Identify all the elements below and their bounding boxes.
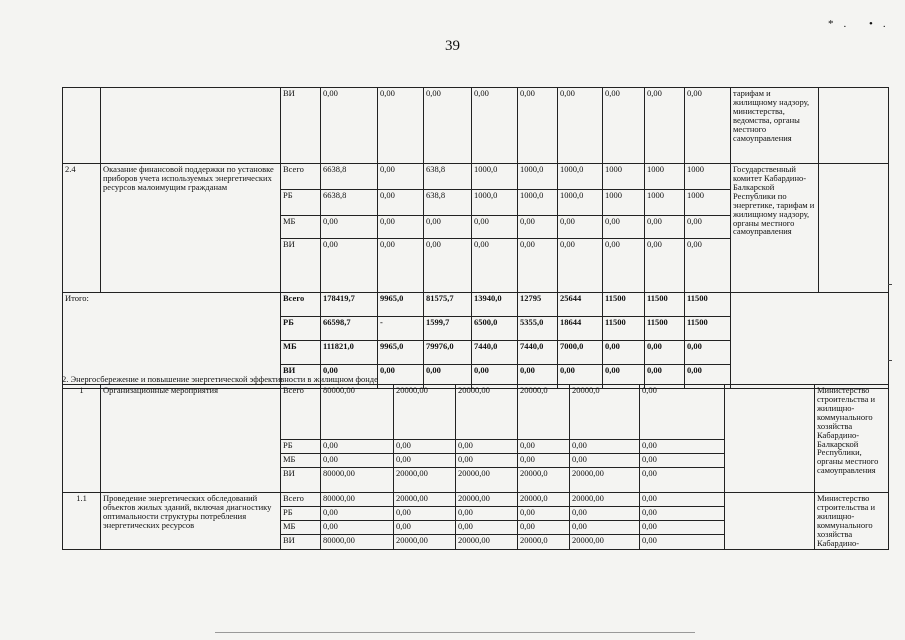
funding-source: РБ bbox=[281, 507, 321, 521]
value-cell: 0,00 bbox=[603, 239, 645, 293]
value-cell: 0,00 bbox=[378, 239, 424, 293]
value-cell: 0,00 bbox=[558, 88, 603, 164]
value-cell: 0,00 bbox=[456, 454, 518, 468]
value-cell: 178419,7 bbox=[321, 293, 378, 317]
value-cell: 20000,00 bbox=[456, 468, 518, 493]
blank-cell bbox=[725, 385, 815, 493]
value-cell: 0,00 bbox=[472, 216, 518, 239]
value-cell: 20000,0 bbox=[518, 493, 570, 507]
funding-source: ВИ bbox=[281, 88, 321, 164]
value-cell: 20000,00 bbox=[570, 535, 640, 549]
value-cell: 1000,0 bbox=[558, 190, 603, 216]
funding-source: РБ bbox=[281, 317, 321, 341]
corner-marks: *. •. bbox=[828, 18, 896, 30]
value-cell: 0,00 bbox=[518, 365, 558, 389]
value-cell: 0,00 bbox=[394, 440, 456, 454]
value-cell: 0,00 bbox=[518, 88, 558, 164]
value-cell: 111821,0 bbox=[321, 341, 378, 365]
value-cell: 0,00 bbox=[640, 521, 725, 535]
item-number: 1 bbox=[63, 385, 101, 493]
value-cell: 1000,0 bbox=[472, 190, 518, 216]
value-cell: 0,00 bbox=[640, 454, 725, 468]
value-cell: 0,00 bbox=[518, 507, 570, 521]
funding-source: Всего bbox=[281, 293, 321, 317]
value-cell: 0,00 bbox=[645, 239, 685, 293]
value-cell: 0,00 bbox=[570, 521, 640, 535]
margin-tick bbox=[888, 284, 892, 285]
value-cell: 9965,0 bbox=[378, 341, 424, 365]
value-cell: 11500 bbox=[603, 317, 645, 341]
table-row bbox=[63, 493, 889, 507]
value-cell: 20000,0 bbox=[518, 468, 570, 493]
table-row bbox=[63, 88, 889, 164]
value-cell: 11500 bbox=[685, 293, 731, 317]
value-cell: 6638,8 bbox=[321, 164, 378, 190]
value-cell: 1000 bbox=[685, 164, 731, 190]
value-cell: 0,00 bbox=[321, 507, 394, 521]
value-cell: 0,00 bbox=[640, 468, 725, 493]
item-name: Проведение энергетических обследований объектов жилых зданий, включая диагностику оптимальности структуры потребления энергетических ресурсов bbox=[101, 493, 281, 550]
value-cell: 7440,0 bbox=[472, 341, 518, 365]
value-cell: 0,00 bbox=[685, 239, 731, 293]
value-cell: 0,00 bbox=[570, 507, 640, 521]
budget-table-part-1 bbox=[62, 87, 889, 389]
value-cell: 0,00 bbox=[394, 454, 456, 468]
value-cell: 20000,00 bbox=[394, 535, 456, 549]
value-cell: 1000 bbox=[685, 190, 731, 216]
funding-source: МБ bbox=[281, 216, 321, 239]
value-cell: 0,00 bbox=[685, 216, 731, 239]
page-number: 39 bbox=[445, 38, 460, 54]
funding-source: РБ bbox=[281, 190, 321, 216]
section-title: 2. Энергосбережение и повышение энергетической эффективности в жилищном фонде bbox=[62, 374, 378, 384]
value-cell: 20000,00 bbox=[456, 385, 518, 440]
totals-label: Итого: bbox=[63, 293, 281, 389]
value-cell: 0,00 bbox=[603, 216, 645, 239]
value-cell: 0,00 bbox=[558, 216, 603, 239]
value-cell: 0,00 bbox=[472, 365, 518, 389]
value-cell: 1000 bbox=[603, 190, 645, 216]
value-cell: 0,00 bbox=[685, 365, 731, 389]
value-cell: 0,00 bbox=[518, 239, 558, 293]
value-cell: 0,00 bbox=[456, 521, 518, 535]
value-cell: 0,00 bbox=[640, 507, 725, 521]
value-cell: 80000,00 bbox=[321, 493, 394, 507]
blank-cell bbox=[819, 88, 889, 164]
value-cell: 0,00 bbox=[570, 454, 640, 468]
value-cell: 20000,00 bbox=[394, 493, 456, 507]
value-cell: 5355,0 bbox=[518, 317, 558, 341]
value-cell: 1000 bbox=[603, 164, 645, 190]
value-cell: 80000,00 bbox=[321, 468, 394, 493]
value-cell: 0,00 bbox=[570, 440, 640, 454]
value-cell: 0,00 bbox=[645, 216, 685, 239]
value-cell: 0,00 bbox=[394, 507, 456, 521]
funding-source: МБ bbox=[281, 454, 321, 468]
value-cell: 0,00 bbox=[378, 88, 424, 164]
value-cell: 0,00 bbox=[424, 216, 472, 239]
value-cell: 0,00 bbox=[378, 365, 424, 389]
table-row bbox=[63, 385, 889, 440]
value-cell: 20000,0 bbox=[518, 385, 570, 440]
value-cell: 11500 bbox=[645, 293, 685, 317]
funding-source: Всего bbox=[281, 385, 321, 440]
funding-source: РБ bbox=[281, 440, 321, 454]
value-cell: 0,00 bbox=[378, 216, 424, 239]
item-name: Оказание финансовой поддержки по установке приборов учета используемых энергетических ресурсов малоимущим гражданам bbox=[101, 164, 281, 293]
value-cell: 0,00 bbox=[424, 88, 472, 164]
value-cell: 0,00 bbox=[378, 190, 424, 216]
item-name: Организационные мероприятия bbox=[101, 385, 281, 493]
value-cell: 7440,0 bbox=[518, 341, 558, 365]
value-cell: 0,00 bbox=[640, 440, 725, 454]
value-cell: 1000 bbox=[645, 164, 685, 190]
value-cell: 0,00 bbox=[321, 521, 394, 535]
value-cell: 11500 bbox=[603, 293, 645, 317]
value-cell: 1000 bbox=[645, 190, 685, 216]
value-cell: 20000,00 bbox=[570, 468, 640, 493]
value-cell: 0,00 bbox=[685, 341, 731, 365]
value-cell: 6638,8 bbox=[321, 190, 378, 216]
value-cell: 1000,0 bbox=[558, 164, 603, 190]
value-cell: 0,00 bbox=[518, 521, 570, 535]
value-cell: 0,00 bbox=[640, 385, 725, 440]
value-cell: 20000,0 bbox=[570, 385, 640, 440]
value-cell: 13940,0 bbox=[472, 293, 518, 317]
value-cell: 0,00 bbox=[645, 365, 685, 389]
value-cell: 0,00 bbox=[424, 365, 472, 389]
value-cell: 80000,00 bbox=[321, 385, 394, 440]
value-cell: 0,00 bbox=[640, 493, 725, 507]
value-cell: 1599,7 bbox=[424, 317, 472, 341]
item-number bbox=[63, 88, 101, 164]
value-cell: 18644 bbox=[558, 317, 603, 341]
value-cell: 0,00 bbox=[558, 239, 603, 293]
budget-table-part-2 bbox=[62, 384, 889, 550]
value-cell: 0,00 bbox=[472, 88, 518, 164]
value-cell: 0,00 bbox=[321, 88, 378, 164]
value-cell: 0,00 bbox=[640, 535, 725, 549]
value-cell: - bbox=[378, 317, 424, 341]
value-cell: 0,00 bbox=[518, 216, 558, 239]
value-cell: 0,00 bbox=[685, 88, 731, 164]
value-cell: 0,00 bbox=[603, 341, 645, 365]
item-number: 1.1 bbox=[63, 493, 101, 550]
margin-tick bbox=[888, 360, 892, 361]
responsible-party: тарифам и жилищному надзору, министерства, ведомства, органы местного самоуправления bbox=[731, 88, 819, 164]
bottom-rule bbox=[215, 632, 695, 633]
value-cell: 9965,0 bbox=[378, 293, 424, 317]
value-cell: 20000,00 bbox=[456, 493, 518, 507]
value-cell: 80000,00 bbox=[321, 535, 394, 549]
funding-source: МБ bbox=[281, 521, 321, 535]
value-cell: 20000,00 bbox=[456, 535, 518, 549]
value-cell: 7000,0 bbox=[558, 341, 603, 365]
totals-row bbox=[63, 293, 889, 317]
value-cell: 1000,0 bbox=[518, 190, 558, 216]
value-cell: 0,00 bbox=[321, 365, 378, 389]
blank-cell bbox=[731, 293, 889, 389]
value-cell: 0,00 bbox=[603, 365, 645, 389]
value-cell: 0,00 bbox=[558, 365, 603, 389]
funding-source: ВИ bbox=[281, 468, 321, 493]
funding-source: Всего bbox=[281, 493, 321, 507]
responsible-party: Министерство строительства и жилищно-коммунального хозяйства Кабардино- bbox=[815, 493, 889, 550]
value-cell: 20000,00 bbox=[394, 468, 456, 493]
value-cell: 1000,0 bbox=[518, 164, 558, 190]
value-cell: 20000,00 bbox=[570, 493, 640, 507]
value-cell: 0,00 bbox=[603, 88, 645, 164]
value-cell: 0,00 bbox=[645, 341, 685, 365]
value-cell: 0,00 bbox=[645, 88, 685, 164]
value-cell: 11500 bbox=[685, 317, 731, 341]
value-cell: 0,00 bbox=[321, 216, 378, 239]
value-cell: 81575,7 bbox=[424, 293, 472, 317]
value-cell: 0,00 bbox=[321, 440, 394, 454]
value-cell: 638,8 bbox=[424, 190, 472, 216]
value-cell: 0,00 bbox=[472, 239, 518, 293]
value-cell: 12795 bbox=[518, 293, 558, 317]
value-cell: 25644 bbox=[558, 293, 603, 317]
blank-cell bbox=[819, 164, 889, 293]
table-row bbox=[63, 164, 889, 190]
funding-source: ВИ bbox=[281, 239, 321, 293]
value-cell: 1000,0 bbox=[472, 164, 518, 190]
value-cell: 66598,7 bbox=[321, 317, 378, 341]
value-cell: 20000,00 bbox=[394, 385, 456, 440]
item-name bbox=[101, 88, 281, 164]
value-cell: 0,00 bbox=[518, 454, 570, 468]
funding-source: Всего bbox=[281, 164, 321, 190]
value-cell: 0,00 bbox=[378, 164, 424, 190]
responsible-party: Государственный комитет Кабардино-Балкарской Республики по энергетике, тарифам и жилищному надзору, органы местного самоуправления bbox=[731, 164, 819, 293]
funding-source: ВИ bbox=[281, 535, 321, 549]
blank-cell bbox=[725, 493, 815, 550]
value-cell: 0,00 bbox=[321, 239, 378, 293]
value-cell: 6500,0 bbox=[472, 317, 518, 341]
value-cell: 0,00 bbox=[321, 454, 394, 468]
value-cell: 638,8 bbox=[424, 164, 472, 190]
value-cell: 0,00 bbox=[518, 440, 570, 454]
value-cell: 0,00 bbox=[456, 507, 518, 521]
value-cell: 11500 bbox=[645, 317, 685, 341]
item-number: 2.4 bbox=[63, 164, 101, 293]
funding-source: МБ bbox=[281, 341, 321, 365]
responsible-party: Министерство строительства и жилищно-коммунального хозяйства Кабардино-Балкарской Республики, органы местного самоуправления bbox=[815, 385, 889, 493]
value-cell: 0,00 bbox=[424, 239, 472, 293]
value-cell: 79976,0 bbox=[424, 341, 472, 365]
value-cell: 0,00 bbox=[456, 440, 518, 454]
funding-source: ВИ bbox=[281, 365, 321, 389]
value-cell: 0,00 bbox=[394, 521, 456, 535]
value-cell: 20000,0 bbox=[518, 535, 570, 549]
